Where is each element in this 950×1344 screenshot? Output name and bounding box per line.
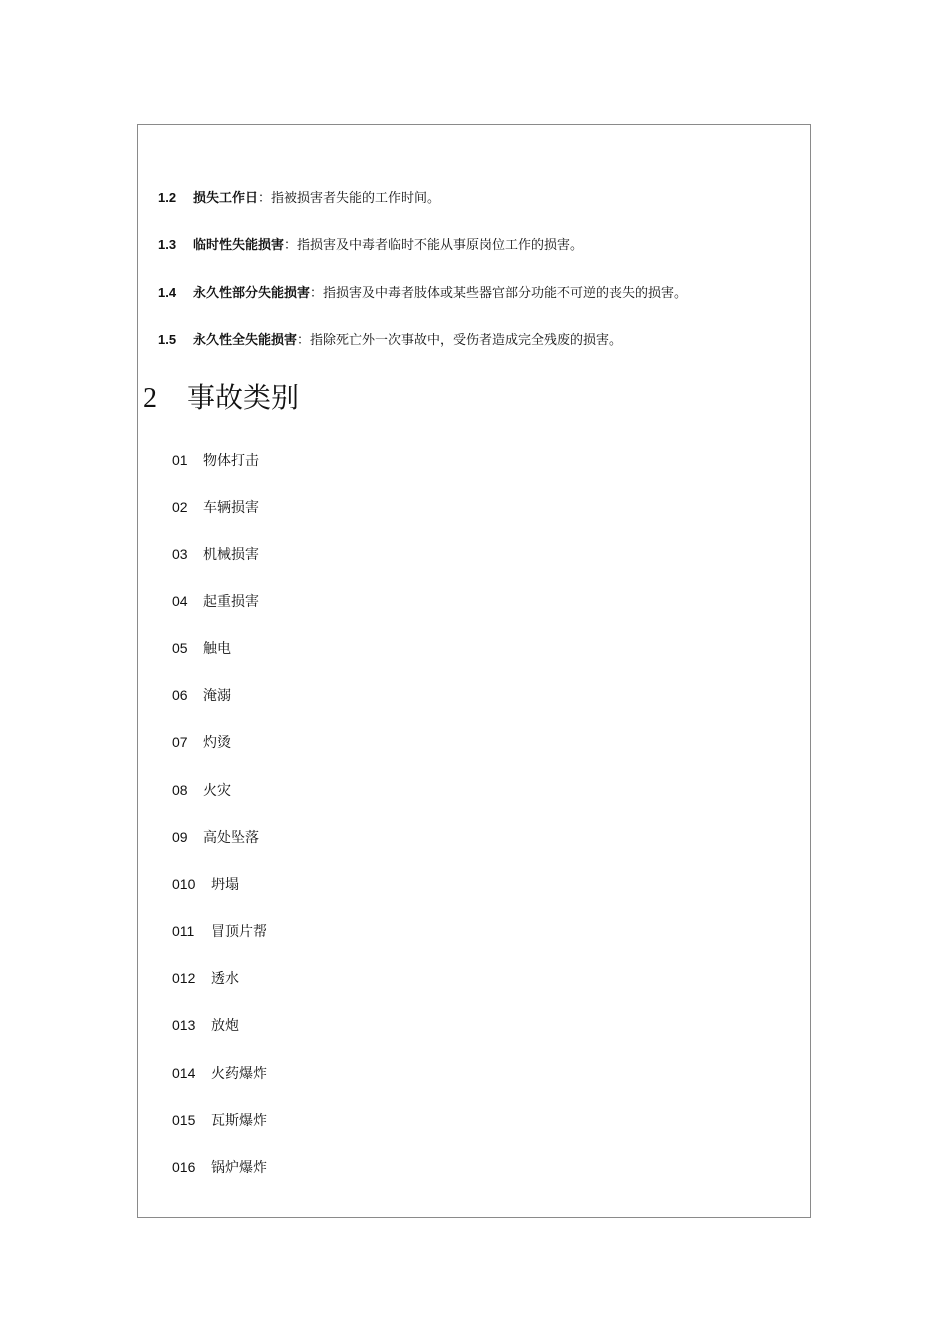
list-item [172, 451, 259, 470]
category-code: 06 [172, 687, 188, 703]
definition-number: 1.3 [158, 237, 177, 252]
category-name: 火灾 [203, 783, 231, 799]
category-name: 透水 [211, 971, 239, 987]
list-item [172, 1158, 267, 1177]
category-code: 08 [172, 782, 188, 798]
list-item [172, 545, 259, 564]
list-item [172, 1111, 267, 1130]
definition-number: 1.4 [158, 285, 177, 300]
category-name: 灼烫 [203, 735, 231, 751]
category-name: 坍塌 [211, 877, 239, 893]
definition-text: ：指损害及中毒者肢体或某些器官部分功能不可逆的丧失的损害。 [310, 286, 688, 301]
list-item [172, 592, 259, 611]
category-name: 机械损害 [203, 547, 259, 563]
definition-number: 1.5 [158, 332, 177, 347]
category-name: 放炮 [211, 1018, 239, 1034]
category-name: 车辆损害 [203, 500, 259, 516]
section-title: 事故类别 [187, 381, 300, 414]
list-item [172, 1064, 267, 1083]
definition-term: 临时性失能损害 [193, 238, 285, 253]
definition-text: ：指被损害者失能的工作时间。 [258, 191, 441, 206]
definition-term: 永久性部分失能损害 [193, 286, 311, 301]
list-item [172, 969, 239, 988]
category-code: 03 [172, 546, 188, 562]
category-code: 05 [172, 640, 188, 656]
definition-1-2 [158, 190, 440, 207]
category-name: 火药爆炸 [211, 1066, 267, 1082]
definition-text: ：指除死亡外一次事故中，受伤者造成完全残废的损害。 [297, 333, 623, 348]
category-code: 012 [172, 970, 196, 986]
category-code: 015 [172, 1112, 196, 1128]
category-code: 014 [172, 1065, 196, 1081]
category-name: 触电 [203, 641, 231, 657]
list-item [172, 733, 231, 752]
list-item [172, 828, 259, 847]
definition-term: 损失工作日 [193, 191, 259, 206]
category-code: 010 [172, 876, 196, 892]
definition-term: 永久性全失能损害 [193, 333, 298, 348]
category-name: 高处坠落 [203, 830, 259, 846]
category-code: 04 [172, 593, 188, 609]
category-code: 09 [172, 829, 188, 845]
definition-1-5 [158, 332, 622, 349]
category-code: 016 [172, 1159, 196, 1175]
category-name: 淹溺 [203, 688, 231, 704]
category-name: 锅炉爆炸 [211, 1160, 267, 1176]
definition-text: ：指损害及中毒者临时不能从事原岗位工作的损害。 [284, 238, 584, 253]
list-item [172, 781, 231, 800]
list-item [172, 1016, 239, 1035]
list-item [172, 922, 267, 941]
section-heading [143, 380, 299, 417]
category-code: 01 [172, 452, 188, 468]
list-item [172, 875, 239, 894]
category-code: 011 [172, 923, 195, 939]
category-code: 02 [172, 499, 188, 515]
definition-1-3 [158, 237, 583, 254]
category-name: 瓦斯爆炸 [211, 1113, 267, 1129]
list-item [172, 498, 259, 517]
category-name: 物体打击 [203, 453, 259, 469]
definition-1-4 [158, 285, 687, 302]
section-number: 2 [143, 383, 157, 414]
list-item [172, 686, 231, 705]
list-item [172, 639, 231, 658]
category-code: 013 [172, 1017, 196, 1033]
definition-number: 1.2 [158, 190, 177, 205]
category-name: 起重损害 [203, 594, 259, 610]
category-code: 07 [172, 734, 188, 750]
category-name: 冒顶片帮 [211, 924, 267, 940]
